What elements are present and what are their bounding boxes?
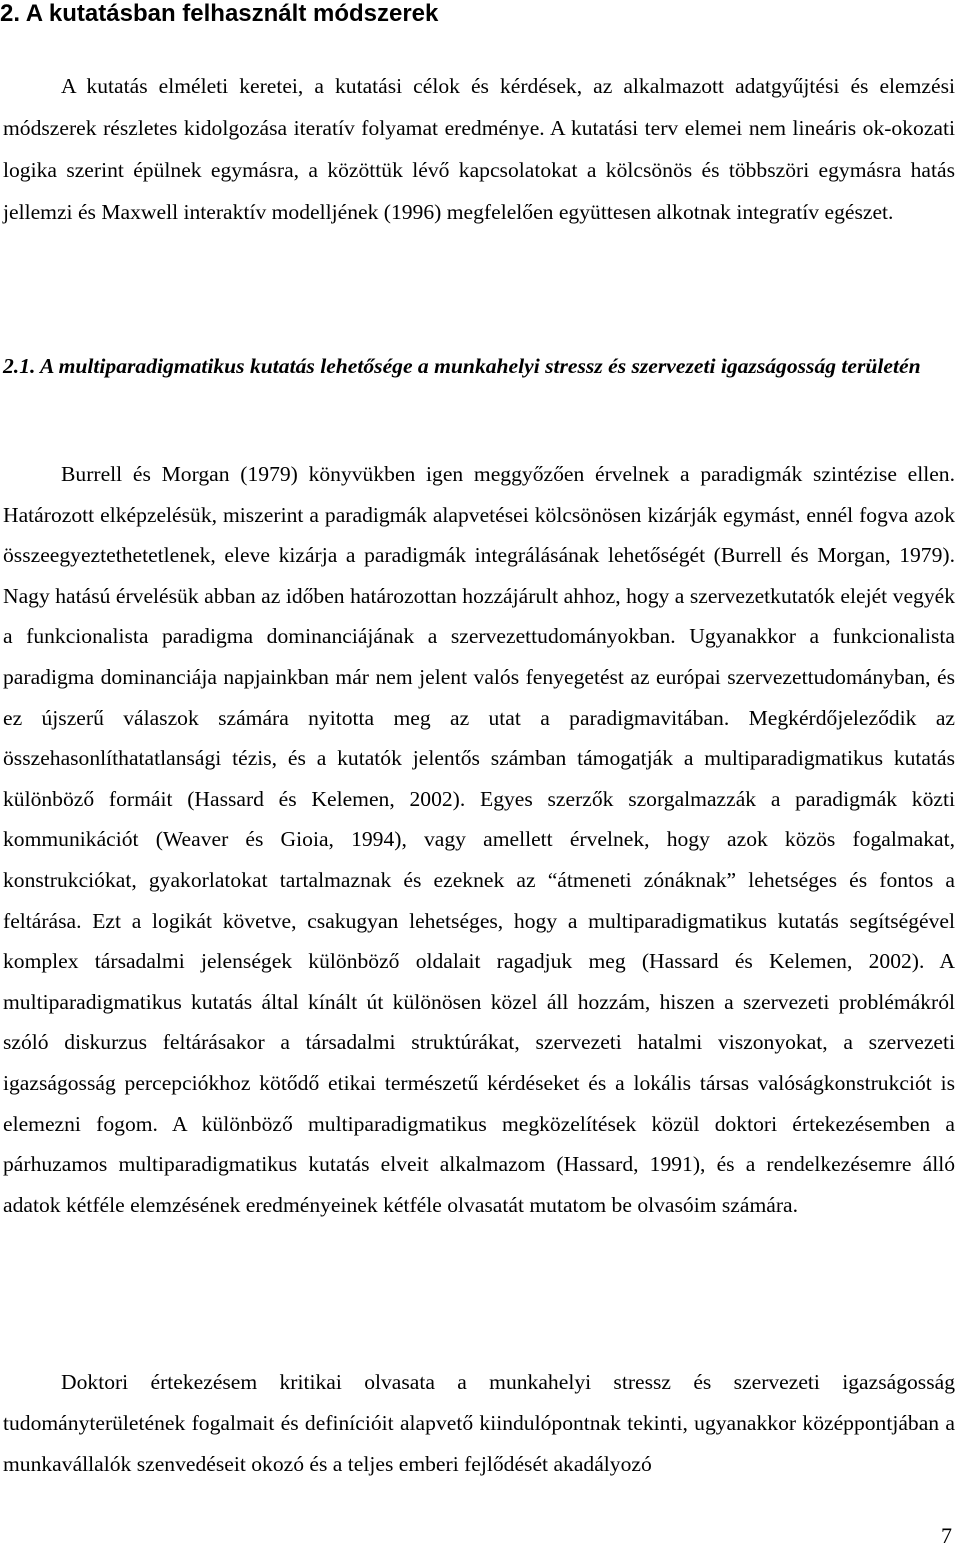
subsection-heading: 2.1. A multiparadigmatikus kutatás lehetősége a munkahelyi stressz és szervezeti igazságosság területén xyxy=(3,354,921,378)
intro-paragraph: A kutatás elméleti keretei, a kutatási célok és kérdések, az alkalmazott adatgyűjtési és elemzési módszerek részletes kidolgozása iteratív folyamat eredménye. A kutatási terv elemei nem lineáris ok-okozati logika szerint épülnek egymásra, a közöttük lévő kapcsolatokat a kölcsönös és többszöri egymásra hatás jellemzi és Maxwell interaktív modelljének (1996) megfelelően együttesen alkotnak integratív egészet. xyxy=(3,74,955,224)
body-paragraph-2: Doktori értekezésem kritikai olvasata a munkahelyi stressz és szervezeti igazságosság tudományterületének fogalmait és definícióit alapvető kiindulópontnak tekinti, ugyanakkor középpontjában a munkavállalók szenvedéseit okozó és a teljes emberi fejlődését akadályozó xyxy=(3,1370,955,1476)
section-heading: 2. A kutatásban felhasznált módszerek xyxy=(0,0,439,27)
page-number: 7 xyxy=(941,1523,952,1548)
body-paragraph-1: Burrell és Morgan (1979) könyvükben igen meggyőzően érvelnek a paradigmák szintézise ellen. Határozott elképzelésük, miszerint a paradigmák alapvetései kölcsönösen kizárják egymást, ennél fogva azok összeegyeztethetetlenek, eleve kizárja a paradigmák integrálásának lehetőségét (Burrell és Morgan, 1979). Nagy hatású érvelésük abban az időben határozottan hozzájárult ahhoz, hogy a szervezetkutatók elejét vegyék a funkcionalista paradigma dominanciájának a szervezettudományokban. Ugyanakkor a funkcionalista paradigma dominanciája napjainkban már nem jelent valós fenyegetést az európai szervezettudományban, és ez újszerű válaszok számára nyitotta meg az utat a paradigmavitában. Megkérdőjeleződik az összehasonlíthatatlansági tézis, és a kutatók jelentős számban támogatják a multiparadigmatikus kutatás különböző formáit (Hassard és Kelemen, 2002). Egyes szerzők szorgalmazzák a paradigmák közti kommunikációt (Weaver és Gioia, 1994), vagy amellett érvelnek, hogy azok közös fogalmakat, konstrukciókat, gyakorlatokat tartalmaznak és ezeknek az “átmeneti zónáknak” lehetséges és fontos a feltárása. Ezt a logikát követve, csakugyan lehetséges, hogy a multiparadigmatikus kutatás segítségével komplex társadalmi jelenségek különböző oldalait ragadjuk meg (Hassard és Kelemen, 2002). A multiparadigmatikus kutatás által kínált út különösen közel áll hozzám, hiszen a szervezeti problémákról szóló diskurzus feltárásakor a társadalmi struktúrákat, szervezeti hatalmi viszonyokat, a szervezeti igazságosság percepciókhoz kötődő etikai természetű kérdéseket és a lokális társas valóságkonstrukciót is elemezni fogom. A különböző multiparadigmatikus megközelítések közül doktori értekezésemben a párhuzamos multiparadigmatikus kutatás elveit alkalmazom (Hassard, 1991), és a rendelkezésemre álló adatok kétféle elemzésének eredményeinek kétféle olvasatát mutatom be olvasóim számára. xyxy=(3,462,955,1217)
